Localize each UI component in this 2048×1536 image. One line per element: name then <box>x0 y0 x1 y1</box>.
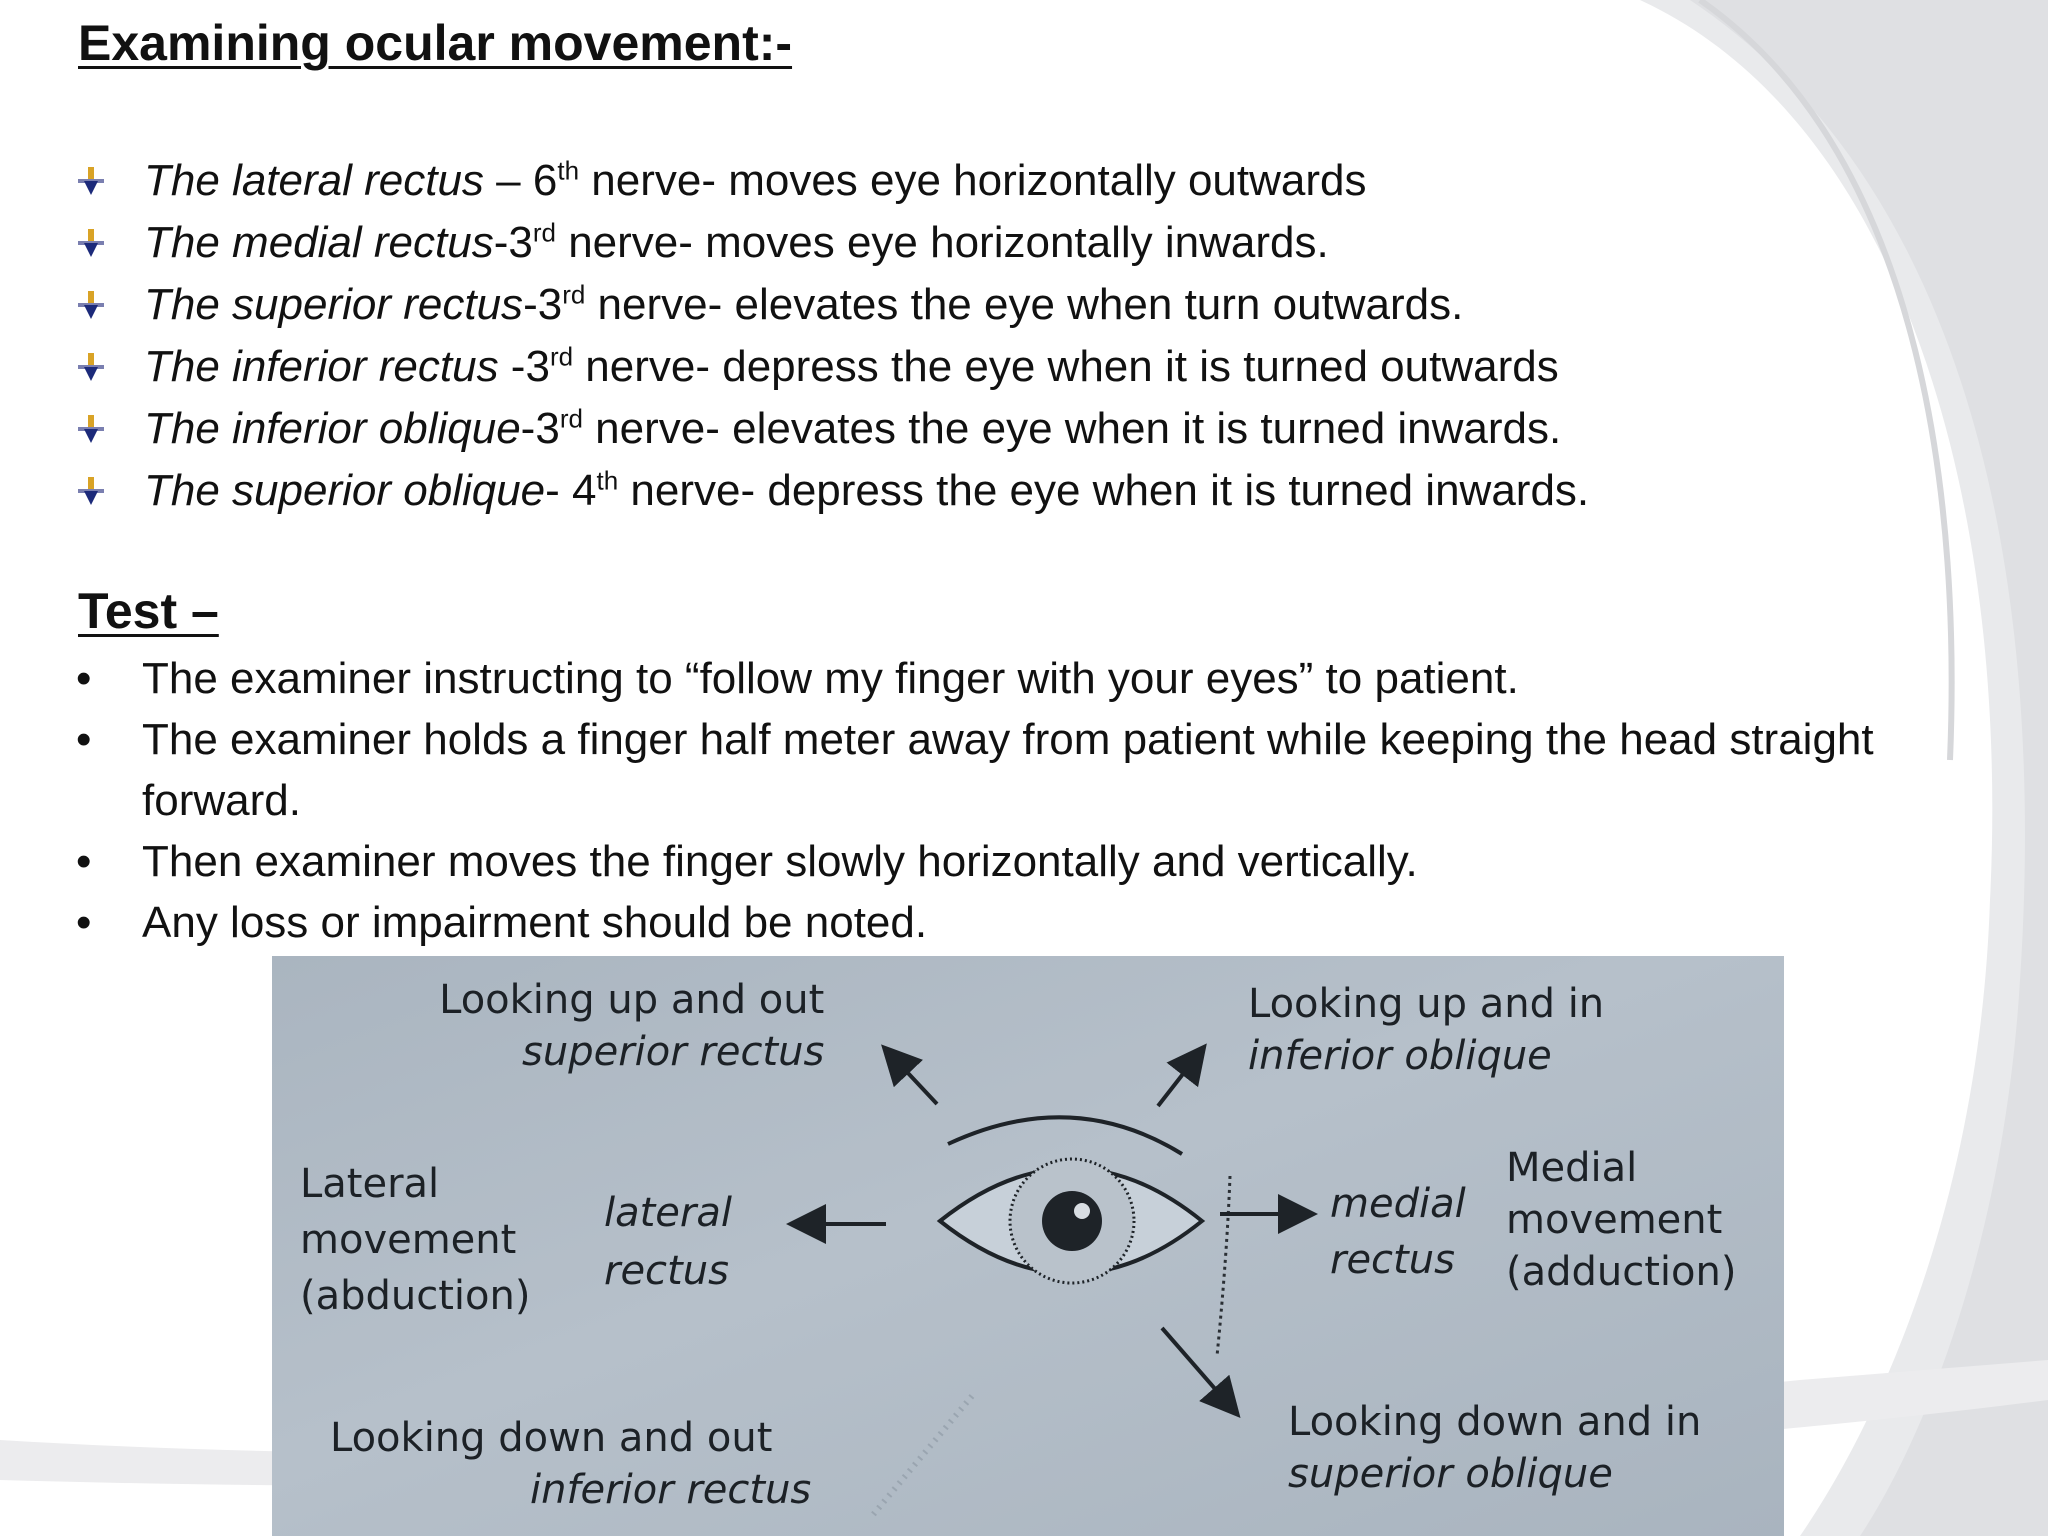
muscle-item-medial-rectus <box>70 212 1589 274</box>
muscle-description: nerve- depress the eye when it is turned outwards <box>573 342 1559 391</box>
nerve-ordinal: rd <box>562 279 586 310</box>
label-up-out <box>422 974 824 1078</box>
arrow-down-bullet-icon <box>76 414 106 444</box>
nerve-ordinal: rd <box>549 341 574 372</box>
arrow-up-in <box>1158 1056 1197 1106</box>
arrow-down-bullet-icon <box>76 476 106 506</box>
nasal-line <box>1217 1176 1230 1356</box>
pupil-highlight <box>1074 1203 1090 1219</box>
test-step <box>70 892 2000 953</box>
muscle-item-lateral-rectus <box>70 150 1589 212</box>
pupil <box>1042 1191 1102 1251</box>
muscle-separator: - <box>545 466 573 515</box>
label-medial-movement <box>1506 1142 1736 1298</box>
label-down-in-line1: Looking down and in <box>1288 1399 1702 1445</box>
muscle-name: The superior rectus <box>144 280 524 329</box>
muscle-name: The inferior oblique <box>144 404 521 453</box>
nerve-number: 3 <box>525 342 550 391</box>
nerve-number: 3 <box>535 404 560 453</box>
muscle-item-inferior-rectus <box>70 336 1589 398</box>
muscle-name: The inferior rectus <box>144 342 499 391</box>
muscle-separator: - <box>498 342 526 391</box>
nerve-ordinal: rd <box>532 217 556 248</box>
bullet-dot: • <box>76 837 92 886</box>
label-medial-muscle2: rectus <box>1330 1237 1455 1283</box>
test-step-text: Then examiner moves the finger slowly horizontally and vertically. <box>142 837 1418 886</box>
nerve-number: 3 <box>537 280 563 329</box>
label-down-out-muscle: inferior rectus <box>530 1467 812 1513</box>
nerve-number: 6 <box>532 156 558 205</box>
label-up-out-muscle: superior rectus <box>522 1029 825 1075</box>
muscle-separator: - <box>493 218 509 267</box>
eye-movement-figure <box>272 956 1784 1536</box>
label-up-out-line1: Looking up and out <box>439 977 825 1023</box>
muscle-separator: - <box>523 280 538 329</box>
label-medial-line2: movement <box>1506 1197 1723 1243</box>
label-lateral-line2: movement <box>300 1217 517 1263</box>
label-lateral-rectus <box>604 1184 732 1300</box>
test-step <box>70 648 2000 709</box>
muscle-name: The medial rectus <box>144 218 494 267</box>
arrow-down-in <box>1162 1328 1230 1406</box>
muscle-separator: - <box>520 404 536 453</box>
label-lateral-movement <box>300 1156 530 1324</box>
test-step <box>70 709 2000 831</box>
label-medial-rectus <box>1330 1176 1466 1288</box>
label-medial-line3: (adduction) <box>1506 1249 1737 1295</box>
arrow-down-bullet-icon <box>76 228 106 258</box>
label-up-in-muscle: inferior oblique <box>1248 1033 1552 1079</box>
test-heading: Test – <box>78 583 219 639</box>
smudge-mark <box>872 1396 972 1516</box>
test-step-text: The examiner holds a finger half meter away from patient while keeping the head straight forward. <box>142 715 1874 825</box>
muscle-separator: – <box>483 156 533 205</box>
eyebrow-arc <box>948 1117 1182 1154</box>
muscle-description: nerve- moves eye horizontally outwards <box>579 156 1367 205</box>
bullet-dot: • <box>76 654 92 703</box>
test-steps-list <box>70 648 2000 953</box>
muscle-description: nerve- elevates the eye when it is turned inwards. <box>582 404 1562 453</box>
label-down-out-line1: Looking down and out <box>330 1415 773 1461</box>
label-lateral-muscle1: lateral <box>604 1190 732 1236</box>
nerve-number: 3 <box>508 218 533 267</box>
arrow-down-bullet-icon <box>76 352 106 382</box>
nerve-ordinal: rd <box>559 403 583 434</box>
label-up-in-line1: Looking up and in <box>1248 981 1605 1027</box>
label-down-out <box>330 1412 811 1516</box>
muscle-item-superior-oblique <box>70 460 1589 522</box>
muscle-list <box>70 150 1589 522</box>
test-step-text: The examiner instructing to “follow my finger with your eyes” to patient. <box>142 654 1519 703</box>
label-medial-line1: Medial <box>1506 1145 1638 1191</box>
muscle-name: The lateral rectus <box>144 156 484 205</box>
muscle-item-inferior-oblique <box>70 398 1589 460</box>
nerve-ordinal: th <box>596 465 619 496</box>
nerve-number: 4 <box>572 466 597 515</box>
slide-title: Examining ocular movement:- <box>78 15 793 71</box>
label-lateral-line1: Lateral <box>300 1161 440 1207</box>
nerve-ordinal: th <box>557 155 580 186</box>
muscle-name: The superior oblique <box>144 466 546 515</box>
label-medial-muscle1: medial <box>1330 1181 1466 1227</box>
arrow-up-out <box>892 1056 937 1104</box>
label-down-in-muscle: superior oblique <box>1288 1451 1613 1497</box>
muscle-description: nerve- moves eye horizontally inwards. <box>555 218 1329 267</box>
arrow-down-bullet-icon <box>76 290 106 320</box>
label-down-in <box>1288 1396 1701 1500</box>
muscle-description: nerve- depress the eye when it is turned inwards. <box>618 466 1590 515</box>
label-up-in <box>1248 978 1604 1082</box>
muscle-item-superior-rectus <box>70 274 1589 336</box>
bullet-dot: • <box>76 715 92 764</box>
arrow-down-bullet-icon <box>76 166 106 196</box>
test-step-text: Any loss or impairment should be noted. <box>142 898 928 947</box>
muscle-description: nerve- elevates the eye when turn outwards. <box>585 280 1464 329</box>
label-lateral-muscle2: rectus <box>604 1248 729 1294</box>
label-lateral-line3: (abduction) <box>300 1273 531 1319</box>
bullet-dot: • <box>76 898 92 947</box>
test-step <box>70 831 2000 892</box>
